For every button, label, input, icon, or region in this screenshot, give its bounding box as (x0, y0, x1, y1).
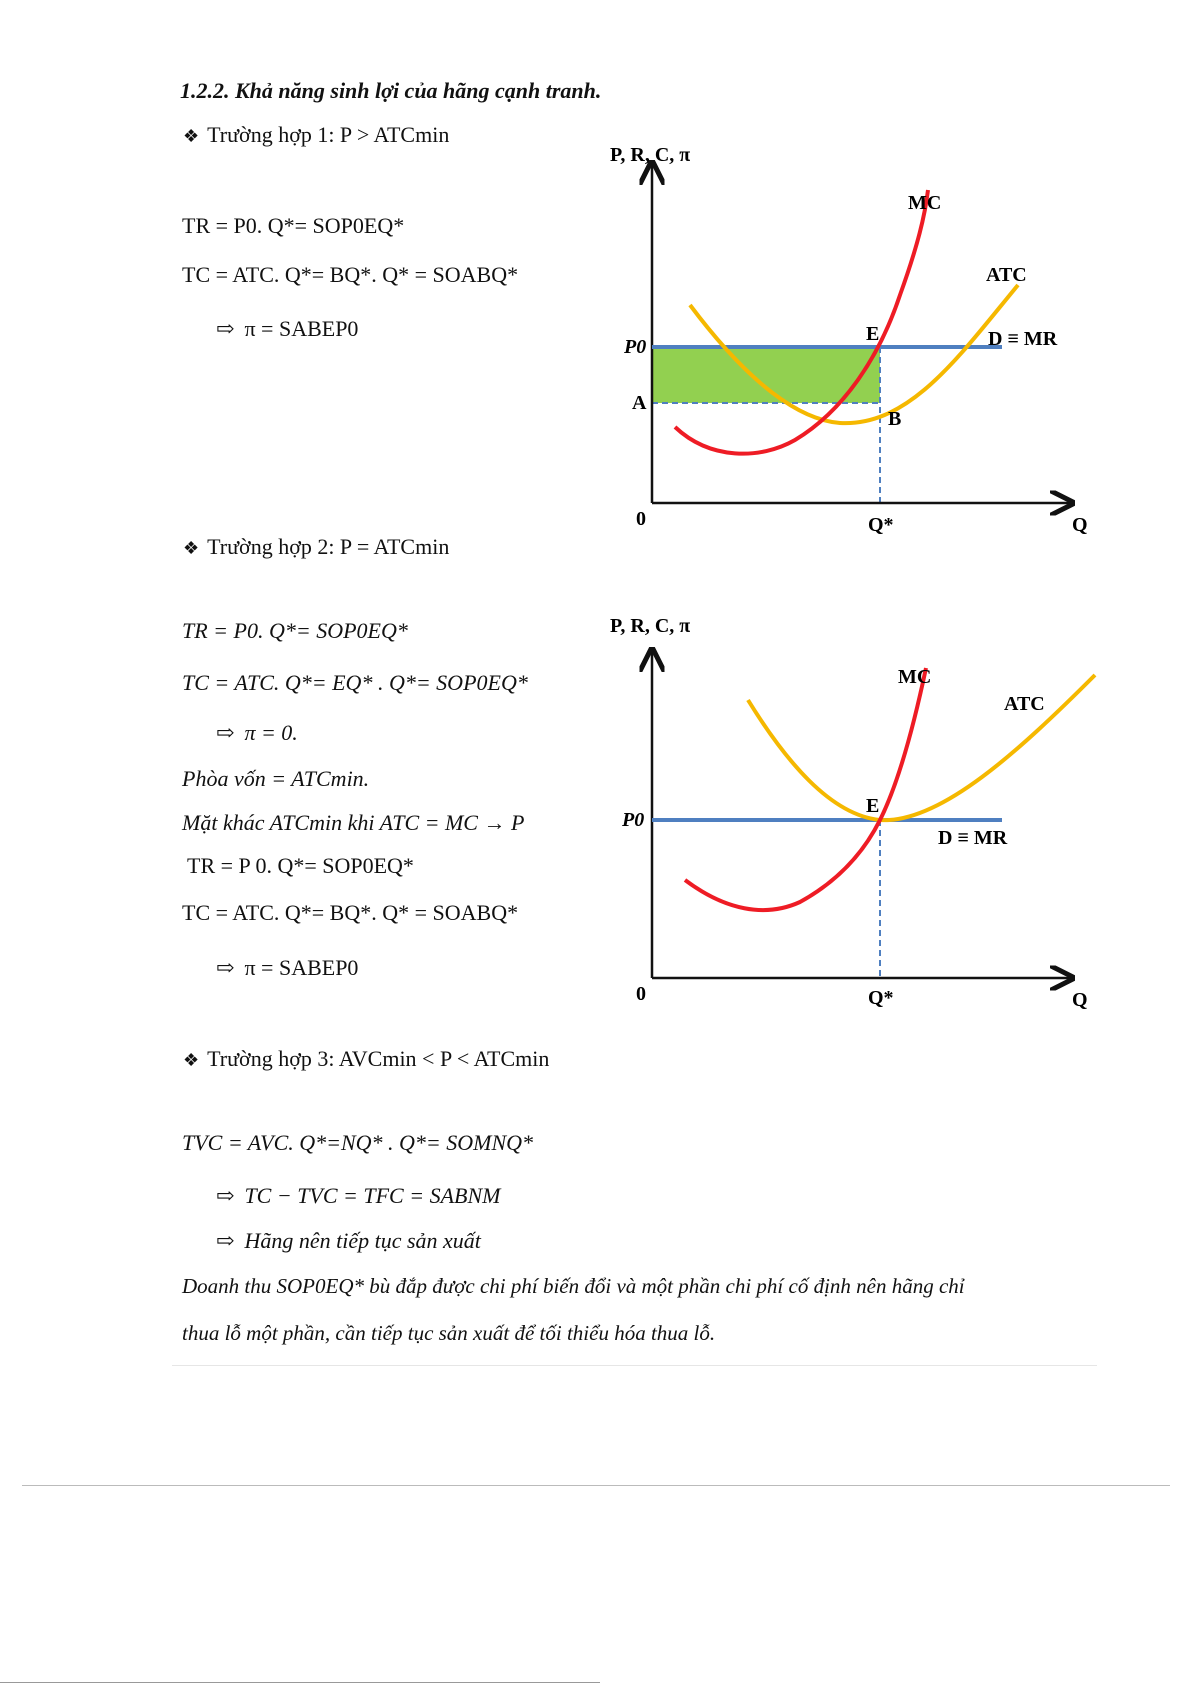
point-a-label: A (632, 392, 647, 414)
y-axis-label: P, R, C, π (610, 144, 691, 166)
chart-case1 (600, 135, 1100, 545)
chart-case2 (600, 610, 1100, 1010)
page-divider (22, 1485, 1170, 1486)
footer-divider (0, 1682, 600, 1683)
case2-tc2-formula: TC = ATC. Q*= BQ*. Q* = SOABQ* (182, 900, 519, 925)
p0-label: P0 (624, 336, 647, 358)
bullet-icon: ❖ (183, 126, 200, 146)
point-b-label: B (888, 408, 902, 430)
case1-heading: ❖ Trường hợp 1: P > ATCmin (183, 122, 450, 147)
origin-label: 0 (636, 983, 646, 1005)
mc-label: MC (908, 192, 942, 214)
point-e-label: E (866, 795, 880, 817)
arrow-right-icon: ⇨ (216, 316, 235, 341)
section-title: 1.2.2. Khả năng sinh lợi của hãng cạnh tranh. (180, 78, 602, 103)
bullet-icon: ❖ (183, 1050, 200, 1070)
point-e-label: E (866, 323, 880, 345)
arrow-right-icon: ⇨ (216, 720, 235, 745)
case3-conclusion-line1: Doanh thu SOP0EQ* bù đắp được chi phí biến đổi và một phần chi phí cố định nên hãng chỉ (182, 1274, 965, 1298)
case2-tr2-formula: TR = P 0. Q*= SOP0EQ* (187, 853, 414, 878)
arrow-right-icon: ⇨ (216, 955, 235, 980)
atc-label: ATC (986, 264, 1027, 286)
case3-heading: ❖ Trường hợp 3: AVCmin < P < ATCmin (183, 1046, 550, 1071)
case2-profit: ⇨ π = 0. (216, 720, 298, 745)
case2-tc-formula: TC = ATC. Q*= EQ* . Q*= SOP0EQ* (182, 670, 528, 695)
divider (172, 1365, 1097, 1366)
case2-breakeven: Phòa vốn = ATCmin. (182, 766, 370, 791)
x-axis-label: Q (1072, 989, 1088, 1010)
case2-profit2: ⇨ π = SABEP0 (216, 955, 359, 980)
d-mr-label: D ≡ MR (938, 827, 1008, 849)
case1-tc-formula: TC = ATC. Q*= BQ*. Q* = SOABQ* (182, 262, 519, 287)
case3-advice: ⇨ Hãng nên tiếp tục sản xuất (216, 1228, 481, 1253)
bullet-icon: ❖ (183, 538, 200, 558)
case1-tr-formula: TR = P0. Q*= SOP0EQ* (182, 213, 405, 238)
series-mc (685, 668, 926, 910)
case3-tfc-formula: ⇨ TC − TVC = TFC = SABNM (216, 1183, 501, 1208)
case3-tvc-formula: TVC = AVC. Q*=NQ* . Q*= SOMNQ* (182, 1130, 534, 1155)
case1-profit: ⇨ π = SABEP0 (216, 316, 359, 341)
y-axis-label: P, R, C, π (610, 615, 691, 637)
q-star-label: Q* (868, 514, 894, 536)
origin-label: 0 (636, 508, 646, 530)
q-star-label: Q* (868, 987, 894, 1009)
case3-conclusion-line2: thua lỗ một phần, cần tiếp tục sản xuất để tối thiểu hóa thua lỗ. (182, 1321, 716, 1345)
mc-label: MC (898, 666, 932, 688)
case2-tr-formula: TR = P0. Q*= SOP0EQ* (182, 618, 408, 643)
case2-heading: ❖ Trường hợp 2: P = ATCmin (183, 534, 450, 559)
p0-label: P0 (622, 809, 645, 831)
case2-note: Mặt khác ATCmin khi ATC = MC → P (182, 810, 525, 835)
arrow-right-icon: ⇨ (216, 1183, 235, 1208)
arrow-right-icon: ⇨ (216, 1228, 235, 1253)
d-mr-label: D ≡ MR (988, 328, 1058, 350)
x-axis-label: Q (1072, 514, 1088, 536)
atc-label: ATC (1004, 693, 1045, 715)
